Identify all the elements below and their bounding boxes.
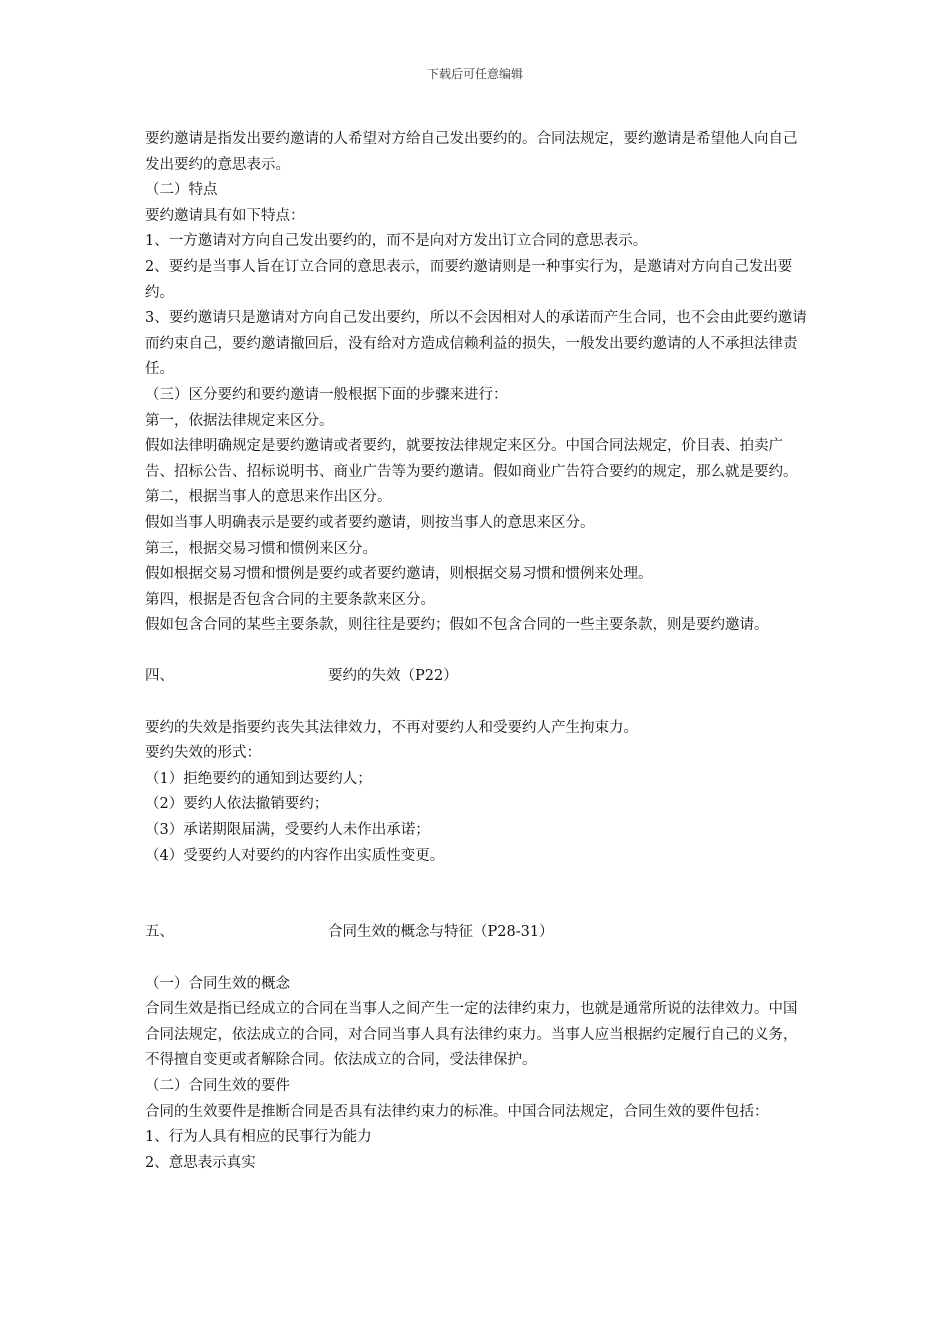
paragraph: 要约的失效是指要约丧失其法律效力，不再对要约人和受要约人产生拘束力。 — [145, 719, 638, 736]
paragraph: 要约失效的形式： — [145, 745, 261, 762]
paragraph: 第二，根据当事人的意思来作出区分。 — [145, 489, 392, 506]
paragraph: 假如根据交易习惯和惯例是要约或者要约邀请，则根据交易习惯和惯例来处理。 — [145, 566, 653, 583]
paragraph: 合同生效是指已经成立的合同在当事人之间产生一定的法律约束力，也就是通常所说的法律效力。中国合同法规定，依法成立的合同，对合同当事人具有法律约束力。当事人应当根据约定履行自己的义务，不得擅自变更或者解除合同。依法成立的合同，受法律保护。 — [145, 1001, 798, 1069]
list-item: （4）受要约人对要约的内容作出实质性变更。 — [145, 847, 445, 864]
list-item: 3、要约邀请只是邀请对方向自己发出要约，所以不会因相对人的承诺而产生合同，也不会由此要约邀请而约束自己，要约邀请撤回后，没有给对方造成信赖利益的损失，一般发出要约邀请的人不承担法律责任。 — [145, 310, 807, 378]
list-item: （1）拒绝要约的通知到达要约人； — [145, 770, 372, 787]
paragraph: 要约邀请具有如下特点： — [145, 207, 305, 224]
section-title: 合同生效的概念与特征（P28-31） — [328, 924, 554, 941]
subheading: （二）特点 — [145, 182, 218, 199]
paragraph: 假如当事人明确表示是要约或者要约邀请，则按当事人的意思来区分。 — [145, 514, 595, 531]
page-header: 下载后可任意编辑 — [426, 67, 523, 81]
list-item: 2、意思表示真实 — [145, 1154, 256, 1171]
spacer — [145, 946, 810, 972]
paragraph: 第四，根据是否包含合同的主要条款来区分。 — [145, 591, 435, 608]
list-item: （2）要约人依法撤销要约； — [145, 796, 329, 813]
subheading: （二）合同生效的要件 — [145, 1077, 290, 1094]
spacer — [145, 639, 810, 665]
section-title: 要约的失效（P22） — [328, 668, 458, 685]
section-number: 四、 — [145, 668, 174, 685]
list-item: 1、一方邀请对方向自己发出要约的，而不是向对方发出订立合同的意思表示。 — [145, 233, 648, 250]
spacer — [145, 869, 810, 895]
paragraph: 要约邀请是指发出要约邀请的人希望对方给自己发出要约的。合同法规定，要约邀请是希望他人向自己发出要约的意思表示。 — [145, 131, 798, 173]
spacer — [145, 690, 810, 716]
paragraph: 假如包含合同的某些主要条款，则往往是要约；假如不包含合同的一些主要条款，则是要约邀请。 — [145, 617, 769, 634]
subheading: （一）合同生效的概念 — [145, 975, 290, 992]
section-heading-5 — [145, 920, 810, 946]
section-number: 五、 — [145, 924, 174, 941]
document-body — [145, 127, 810, 1176]
paragraph: 第一，依据法律规定来区分。 — [145, 412, 334, 429]
list-item: 1、行为人具有相应的民事行为能力 — [145, 1129, 372, 1146]
list-item: （3）承诺期限届满，受要约人未作出承诺； — [145, 822, 430, 839]
paragraph: 假如法律明确规定是要约邀请或者要约，就要按法律规定来区分。中国合同法规定，价目表、拍卖广告、招标公告、招标说明书、商业广告等为要约邀请。假如商业广告符合要约的规定，那么就是要约。 — [145, 438, 798, 480]
subheading: （三）区分要约和要约邀请一般根据下面的步骤来进行： — [145, 386, 508, 403]
section-heading-4 — [145, 664, 810, 690]
paragraph: 合同的生效要件是推断合同是否具有法律约束力的标准。中国合同法规定，合同生效的要件包括： — [145, 1103, 769, 1120]
list-item: 2、要约是当事人旨在订立合同的意思表示，而要约邀请则是一种事实行为，是邀请对方向自己发出要约。 — [145, 258, 793, 301]
spacer — [145, 895, 810, 921]
paragraph: 第三，根据交易习惯和惯例来区分。 — [145, 540, 377, 557]
